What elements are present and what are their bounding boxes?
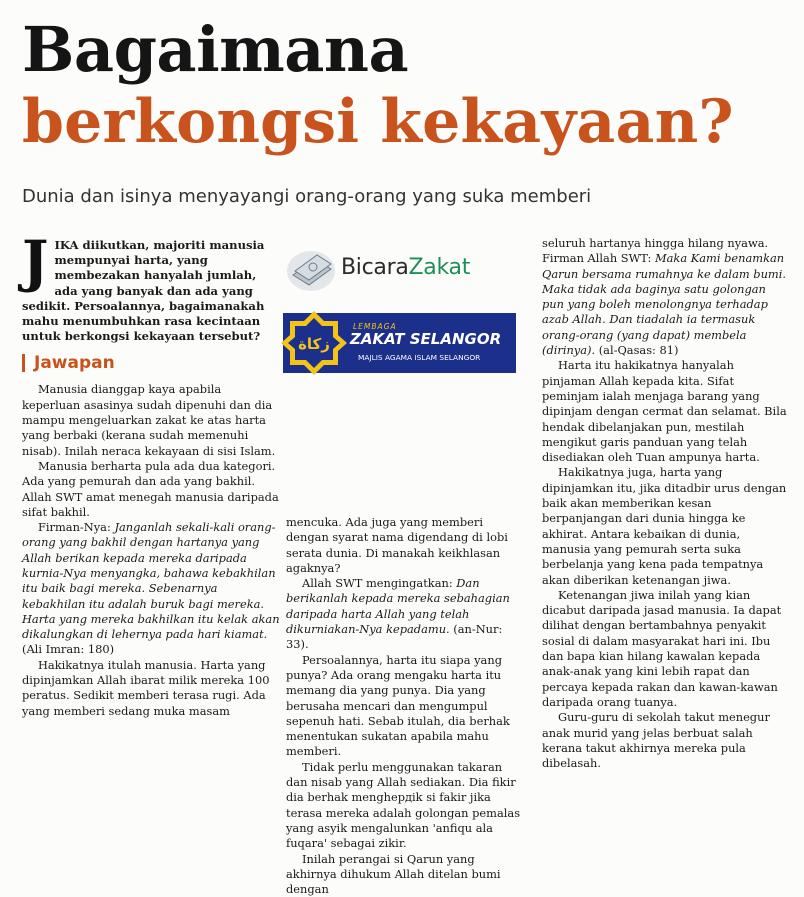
paragraph-quote [286,576,522,652]
headline-line-2: berkongsi kekayaan? [22,87,734,157]
bicara-zakat-wordmark [341,255,470,280]
majlis-label: MAJLIS AGAMA ISLAM SELANGOR [358,353,481,362]
quote-reference: (an-Nur: 33). [286,622,503,652]
zakat-emblem-icon [281,309,347,377]
paragraph: Tidak perlu menggunakan takaran dan nisab yang Allah sediakan. Dia fikir dia berhak menghердik si fakir jika terasa mereka adalah golongan pemalas yang asyik mengalunkan 'anfiqu ala fuqara' sebagai zikir. [286,759,521,851]
quote-reference: (al-Qasas: 81) [598,343,679,358]
wordmark-part-2: Zakat [408,255,471,280]
quote-intro: seluruh hartanya hingga hilang nyawa. Firman Allah SWT: [542,236,769,266]
paragraph: mencuka. Ada juga yang memberi dengan syarat nama digendang di lobi serata dunia. Di manakah keikhlasan agaknya? [286,515,508,575]
article-column-2 [286,515,522,897]
paragraph: Hakikatnya itulah manusia. Harta yang dipinjamkan Allah ibarat milik mereka 100 peratus. Sedikit memberi terasa rugi. Ada yang memberi sedang muka masam [22,657,270,718]
paragraph: Manusia berharta pula ada dua kategori. Ada yang pemurah dan ada yang bakhil. Allah SWT amat menegah manusia daripada sifat bakhil. [22,458,279,519]
money-icon [285,245,337,293]
zakat-selangor-label: ZAKAT SELANGOR [350,330,502,348]
quote-text: Maka Kami benamkan Qarun bersama rumahnya ke dalam bumi. Maka tidak ada baginya satu golongan pun yang boleh menolongnya terhadap azab Allah. Dan tiadalah ia termasuk orang-orang (yang dapat) membela (dirinya). [542,251,786,358]
quote-intro: Allah SWT mengingatkan: [302,576,453,591]
paragraph: Ketenangan jiwa inilah yang kian dicabut daripada jasad manusia. Ia dapat dilihat dengan bertambahnya penyakit sosial di dalam masyarakat hari ini. Ibu dan bapa kian hilang kawalan kepada anak-anak yang kini lebih rapat dan percaya kepada rakan dan kawan-kawan daripada orang tuanya. [542,587,782,709]
paragraph-quote [22,520,280,658]
quote-reference: (Ali Imran: 180) [22,642,115,657]
paragraph: Persoalannya, harta itu siapa yang punya? Ada orang mengaku harta itu memang dia yang punya. Dia yang berusaha mencari dan mengumpul sepenuh hati. Sebab itulah, dia berhak menentukan sukatan apabila mahu memberi. [286,652,510,759]
bicara-zakat-logo [285,243,495,297]
lead-paragraph [22,229,280,344]
paragraph: Guru-guru di sekolah takut menegur anak murid yang jelas berbuat salah kerana takut akhirnya mereka pula dibelasah. [542,710,770,771]
emblem-text: زكاة [298,335,330,353]
paragraph: Harta itu hakikatnya hanyalah pinjaman Allah kepada kita. Sifat peminjam ialah menjaga barang yang dipinjam dengan cermat dan selamat. Bila hendak dibelanjakan pun, mestilah mengikut garis panduan yang telah disediakan oleh Tuan ampunya harta. [542,358,787,465]
quote-intro: Firman-Nya: [38,520,111,535]
paragraph: Inilah perangai si Qarun yang akhirnya dihukum Allah ditelan bumi dengan [286,851,501,897]
article-column-3 [542,236,788,771]
lembaga-zakat-selangor-logo [283,313,516,373]
drop-cap: J [22,229,49,295]
quote-text: Janganlah sekali-kali orang-orang yang bakhil dengan hartanya yang Allah berikan kepada mereka daripada kurnia-Nya menyangka, bahawa kebakhilan itu baik bagi mereka. Sebenarnya kebakhilan itu adalah buruk bagi mereka. Harta yang mereka bakhilkan itu kelak akan dikalungkan di lehernya pada hari kiamat. [22,520,280,642]
subhead-jawapan: Jawapan [22,354,280,372]
quote-text: Dan berikanlah kepada mereka sebahagian daripada harta Allah yang telah dikurniakan-Nya kepadamu. [286,576,510,637]
paragraph-quote [542,236,788,358]
headline-line-1: Bagaimana [22,13,409,86]
lead-text: IKA diikutkan, majoriti manusia mempunyai harta, yang membezakan hanyalah jumlah, ada yang banyak dan ada yang sedikit. Persoalannya, bagaimanakah mahu menumbuhkan rasa kecintaan untuk berkongsi kekayaan tersebut? [22,238,265,344]
wordmark-part-1: Bicara [341,255,409,280]
paragraph: Hakikatnya juga, harta yang dipinjamkan itu, jika ditadbir urus dengan baik akan memberikan kesan berpanjangan dari dunia hingga ke akhirat. Antara kebaikan di dunia, manusia yang pemurah serta suka berbelanja yang kena pada tempatnya akan diberikan ketenangan jiwa. [542,465,787,587]
subtitle: Dunia dan isinya menyayangi orang-orang yang suka memberi [22,186,592,207]
paragraph: Manusia dianggap kaya apabila keperluan asasinya sudah dipenuhi dan dia mampu mengeluarkan zakat ke atas harta yang berbaki (kerana sudah memenuhi nisab). Inilah neraca kekayaan di sisi Islam. [22,382,276,458]
article-column-1 [22,229,280,719]
lembaga-label: LEMBAGA [353,322,397,331]
